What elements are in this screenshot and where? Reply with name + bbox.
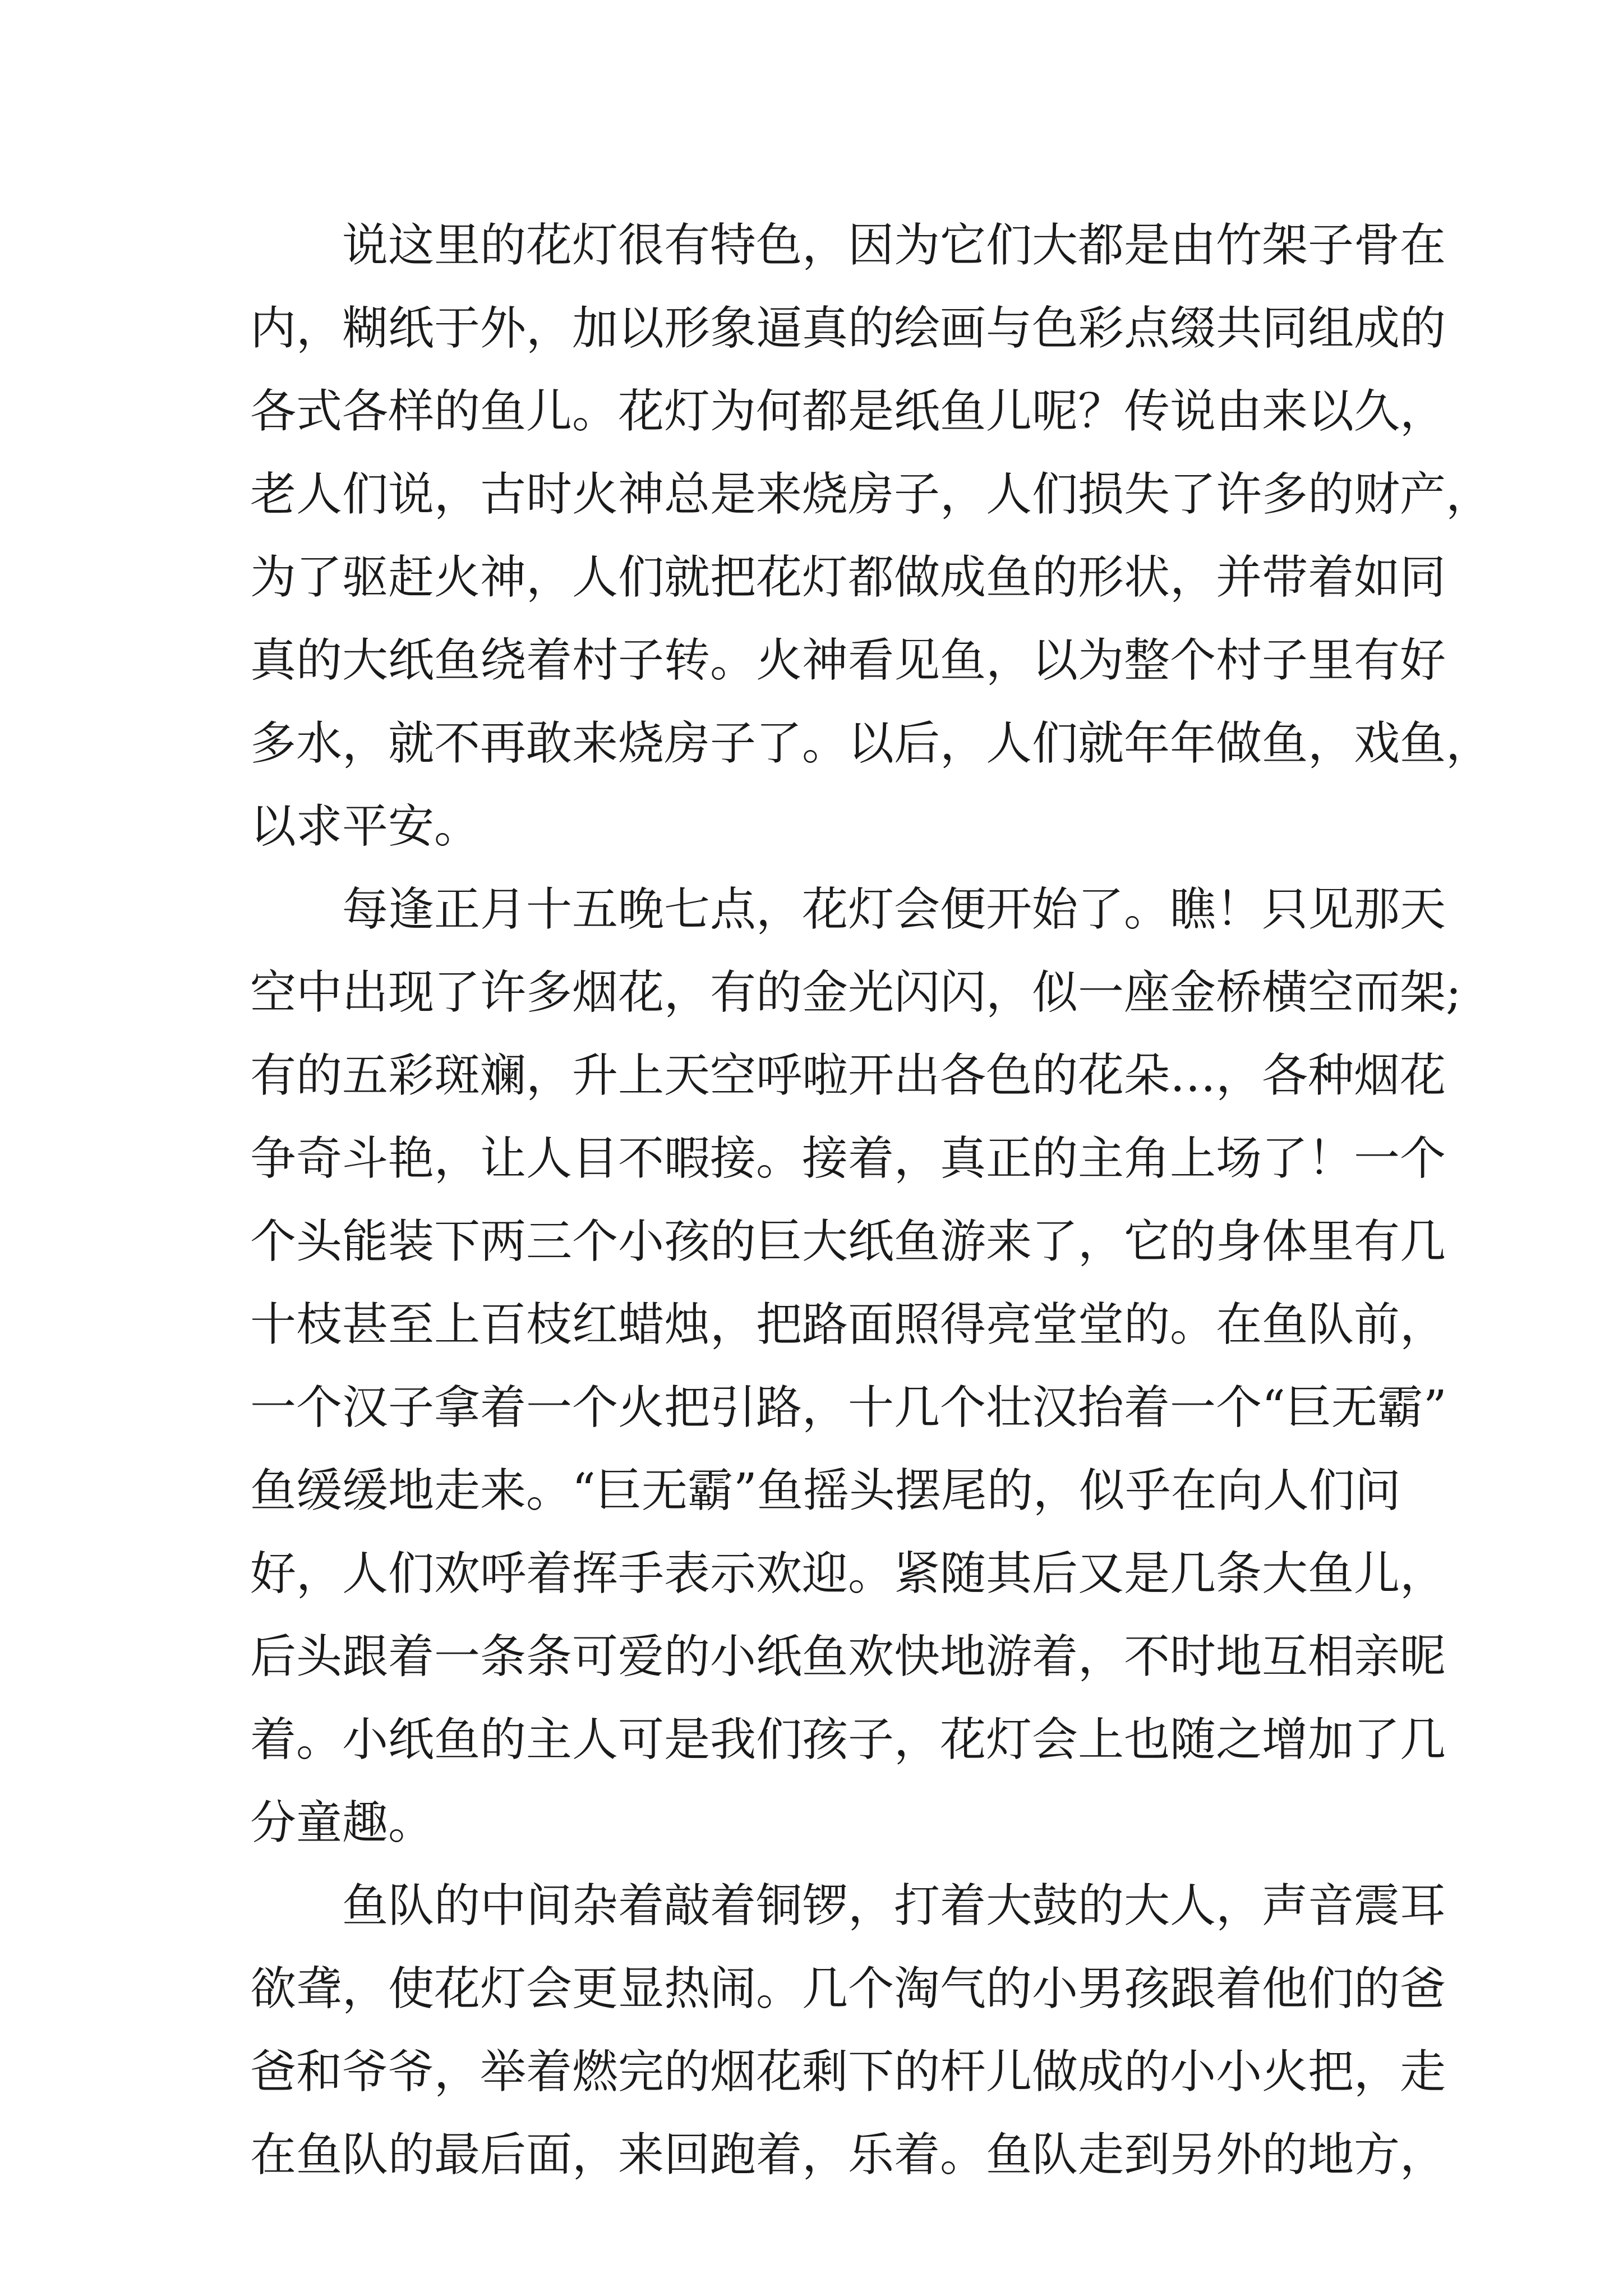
- text-line: 欲聋，使花灯会更显热闹。几个淘气的小男孩跟着他们的爸: [250, 1962, 1446, 2016]
- text-line: 空中出现了许多烟花，有的金光闪闪，似一座金桥横空而架;: [250, 966, 1461, 1019]
- text-line: 老人们说，古时火神总是来烧房子，人们损失了许多的财产，: [250, 468, 1492, 521]
- text-line: 有的五彩斑斓，升上天空呼啦开出各色的花朵…，各种烟花: [250, 1049, 1446, 1102]
- text-line: 以求平安。: [250, 800, 481, 853]
- paragraph-2: [250, 868, 1461, 1865]
- text-line: 后头跟着一条条可爱的小纸鱼欢快地游着，不时地互相亲昵: [250, 1630, 1446, 1683]
- text-line: 好，人们欢呼着挥手表示欢迎。紧随其后又是几条大鱼儿，: [250, 1547, 1446, 1600]
- paragraph-3: [250, 1865, 1446, 2197]
- text-line: 各式各样的鱼儿。花灯为何都是纸鱼儿呢？传说由来以久，: [250, 385, 1446, 438]
- paragraph-1: [250, 204, 1492, 868]
- text-line: 多水，就不再敢来烧房子了。以后，人们就年年做鱼，戏鱼，: [250, 717, 1492, 770]
- text-line: 一个汉子拿着一个火把引路，十几个壮汉抬着一个“巨无霸”: [250, 1381, 1447, 1434]
- text-line: 为了驱赶火神，人们就把花灯都做成鱼的形状，并带着如同: [250, 551, 1446, 604]
- text-line: 每逢正月十五晚七点，花灯会便开始了。瞧！只见那天: [342, 883, 1446, 936]
- text-line: 在鱼队的最后面，来回跑着，乐着。鱼队走到另外的地方，: [250, 2128, 1446, 2182]
- text-line: 着。小纸鱼的主人可是我们孩子，花灯会上也随之增加了几: [250, 1713, 1446, 1766]
- text-line: 个头能装下两三个小孩的巨大纸鱼游来了，它的身体里有几: [250, 1215, 1446, 1268]
- body-text: [250, 204, 1492, 2197]
- text-line: 真的大纸鱼绕着村子转。火神看见鱼，以为整个村子里有好: [250, 634, 1446, 687]
- text-line: 分童趣。: [250, 1796, 435, 1849]
- text-line: 内，糊纸于外，加以形象逼真的绘画与色彩点缀共同组成的: [250, 302, 1446, 355]
- text-line: 爸和爷爷，举着燃完的烟花剩下的杆儿做成的小小火把，走: [250, 2045, 1446, 2099]
- text-line: 十枝甚至上百枝红蜡烛，把路面照得亮堂堂的。在鱼队前，: [250, 1298, 1446, 1351]
- text-line: 说这里的花灯很有特色，因为它们大都是由竹架子骨在: [342, 219, 1446, 272]
- text-line: 鱼队的中间杂着敲着铜锣，打着大鼓的大人，声音震耳: [342, 1879, 1446, 1932]
- text-line: 鱼缓缓地走来。“巨无霸”鱼摇头摆尾的，似乎在向人们问: [250, 1464, 1401, 1517]
- text-line: 争奇斗艳，让人目不暇接。接着，真正的主角上场了！一个: [250, 1132, 1446, 1185]
